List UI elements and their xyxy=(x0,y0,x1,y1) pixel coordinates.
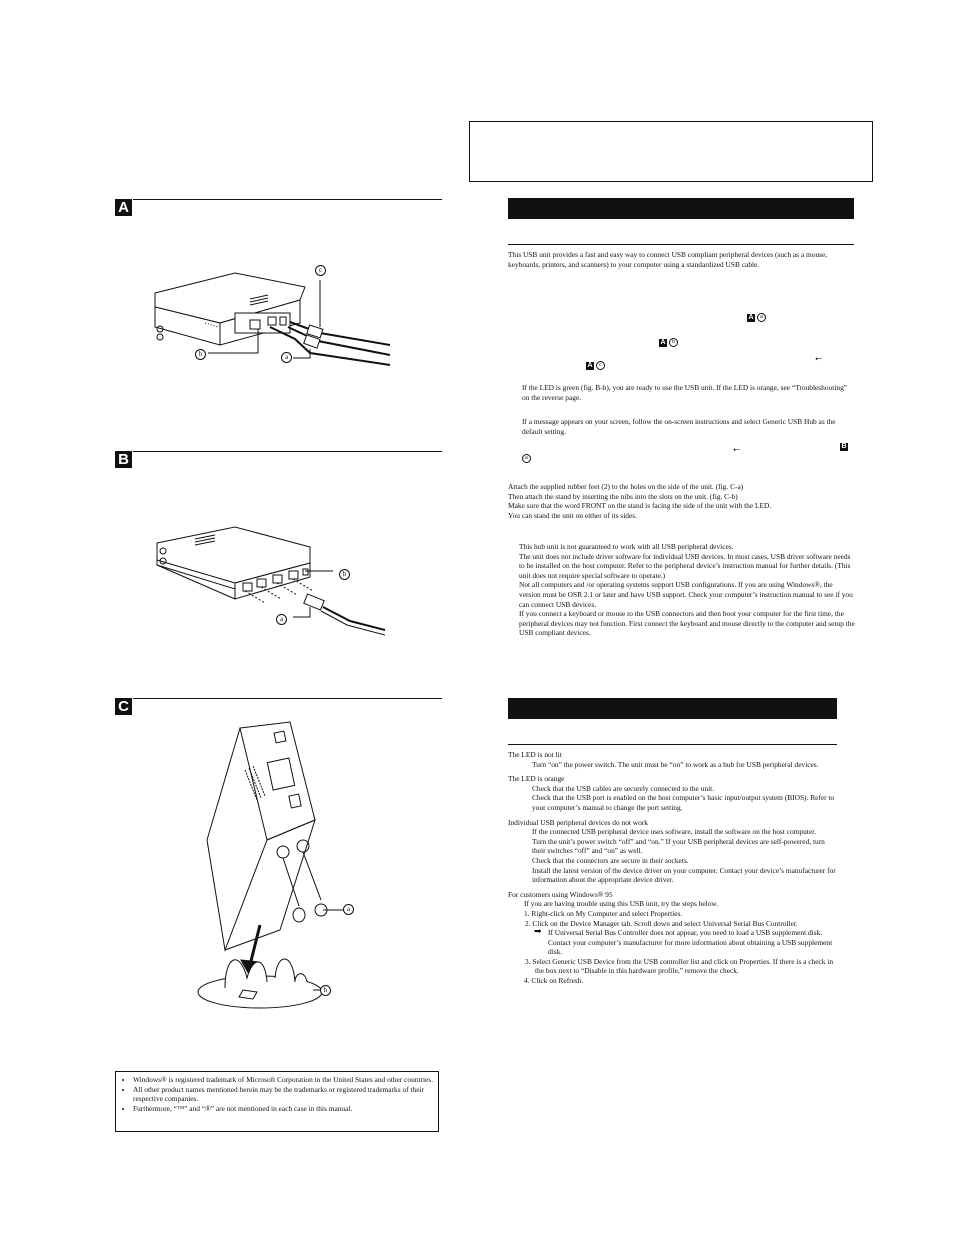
figure-b-rule xyxy=(133,451,442,452)
ref-circle-a: a xyxy=(522,452,531,463)
message-paragraph: If a message appears on your screen, follow the on-screen instructions and select Generic USB Hub as the default setting. xyxy=(522,417,836,436)
section-rule xyxy=(508,244,854,245)
stand-line: Then attach the stand by inserting the nibs into the slots on the unit. (fig. C-b) xyxy=(508,491,738,501)
remedy: Check that the connectors are secure in their sockets. xyxy=(532,855,689,865)
figure-a-callout-b: b xyxy=(195,349,206,360)
win95-step: 1. Right-click on My Computer and select Properties. xyxy=(524,908,683,918)
ref-fig-b: B xyxy=(841,443,847,450)
figure-b-callout-b: b xyxy=(339,569,350,580)
stand-instructions xyxy=(508,482,858,520)
stand-line: Make sure that the word FRONT on the stand is facing the side of the unit with the LED. xyxy=(508,501,772,511)
section-heading-bar xyxy=(508,198,854,219)
note-item: This hub unit is not guaranteed to work with all USB peripheral devices. xyxy=(519,542,734,551)
win95-intro: If you are having trouble using this USB unit, try the steps below. xyxy=(524,899,719,909)
notes-list xyxy=(519,542,855,638)
stand-line: You can stand the unit on either of its sides. xyxy=(508,510,637,520)
stand-line: Attach the supplied rubber feet (2) to the holes on the side of the unit. (fig. C-a) xyxy=(508,482,744,491)
figure-c-label: C xyxy=(115,698,132,715)
intro-paragraph: This USB unit provides a fast and easy way to connect USB compliant peripheral devices (such as a mouse, keyboards, printers, and scanners) to your computer using a standardized USB cable. xyxy=(508,250,828,269)
win95-arrow-note xyxy=(508,928,838,957)
figure-b-illustration xyxy=(155,525,385,635)
win95-step: 2. Click on the Device Manager tab. Scroll down and select Universal Serial Bus Controller. xyxy=(525,918,798,928)
figure-b-callout-a: a xyxy=(276,614,287,625)
note-item: The unit does not include driver software for individual USB devices. In most cases, USB driver software needs to be installed on the host computer. Refer to the peripheral device’s instruction manual for further details. (This unit does not require special software to operate.) xyxy=(519,551,851,580)
symptom: The LED is not lit xyxy=(508,750,562,759)
win95-step: 4. Click on Refresh. xyxy=(524,976,584,986)
note-item: If you connect a keyboard or mouse to the USB connectors and then boot your computer for the first time, the peripheral devices may not function. First connect the keyboard and mouse directly to the computer and setup the USB compliant devices. xyxy=(519,609,855,638)
remedy: Install the latest version of the device driver on your computer. Contact your device’s manufacturer for information about the appropriate device driver. xyxy=(532,865,836,885)
symptom: Individual USB peripheral devices do not work xyxy=(508,817,648,827)
remedy: Turn “on” the power switch. The unit must be “on” to work as a hub for USB peripheral devices. xyxy=(532,759,819,769)
ref-fig-a-a: A a xyxy=(747,311,766,322)
figure-c-callout-b: b xyxy=(320,985,331,996)
figure-c-callout-a: a xyxy=(343,904,354,915)
figure-a-label: A xyxy=(115,199,132,216)
title-box xyxy=(469,121,873,182)
trademark-box xyxy=(115,1071,439,1132)
figure-b-label: B xyxy=(115,451,132,468)
remedy: If the connected USB peripheral device uses software, install the software on the host computer. xyxy=(532,827,817,837)
remedy: Check that the USB port is enabled on the host computer’s basic input/output system (BIOS). Refer to your computer’s manual to change the port setting. xyxy=(532,793,835,812)
ref-fig-a-b: A b xyxy=(659,336,678,347)
trademark-note: • All other product names mentioned herein may be the trademarks or registered trademarks of their respective companies. xyxy=(133,1085,438,1104)
usb-icon: ⭠ xyxy=(733,445,741,455)
led-green-paragraph: If the LED is green (fig. B-b), you are ready to use the USB unit. If the LED is orange, see “Troubleshooting” on the reverse page. xyxy=(522,383,848,402)
figure-a-illustration xyxy=(150,265,410,375)
arrow-note-text: If Universal Serial Bus Controller does not appear, you need to load a USB supplement disk. Contact your computer’s manufacturer for more information about obtaining a USB supplement disk. xyxy=(548,928,833,957)
figure-a-rule xyxy=(133,199,442,200)
note-item: Not all computers and /or operating systems support USB configurations. If you are using Windows®, the version must be OSR 2.1 or later and have USB support. Check your computer’s instruction manual to see if you can connect USB devices. xyxy=(519,580,853,609)
troubleshooting-heading-bar xyxy=(508,698,837,719)
symptom: The LED is orange xyxy=(508,774,565,784)
arrow-right-icon: ➡ xyxy=(534,927,542,938)
trademark-note: • Furthermore, “™” and “®” are not mentioned in each case in this manual. xyxy=(133,1104,438,1114)
figure-a-callout-c: c xyxy=(315,265,326,276)
ref-fig-a-c: A c xyxy=(586,359,605,370)
troubleshooting-list xyxy=(508,750,838,986)
trademark-note: • Windows® is registered trademark of Microsoft Corporation in the United States and other countries. xyxy=(133,1075,438,1085)
win95-step: 3. Select Generic USB Device from the USB controller list and click on Properties. If there is a check in the box next to “Disable in this hardware profile,” remove the check. xyxy=(525,956,834,976)
figure-c-rule xyxy=(133,698,442,699)
win95-heading: For customers using Windows® 95 xyxy=(508,889,613,899)
remedy: Turn the unit’s power switch “off” and “on.” If your USB peripheral devices are self-powered, turn their switches “off” and “on” as well. xyxy=(532,836,825,856)
figure-a-callout-a: a xyxy=(281,352,292,363)
figure-c-illustration xyxy=(195,720,345,1020)
troubleshooting-rule xyxy=(508,744,837,745)
remedy: Check that the USB cables are securely connected to the unit. xyxy=(532,783,715,793)
usb-icon: ⭠ xyxy=(815,354,823,364)
